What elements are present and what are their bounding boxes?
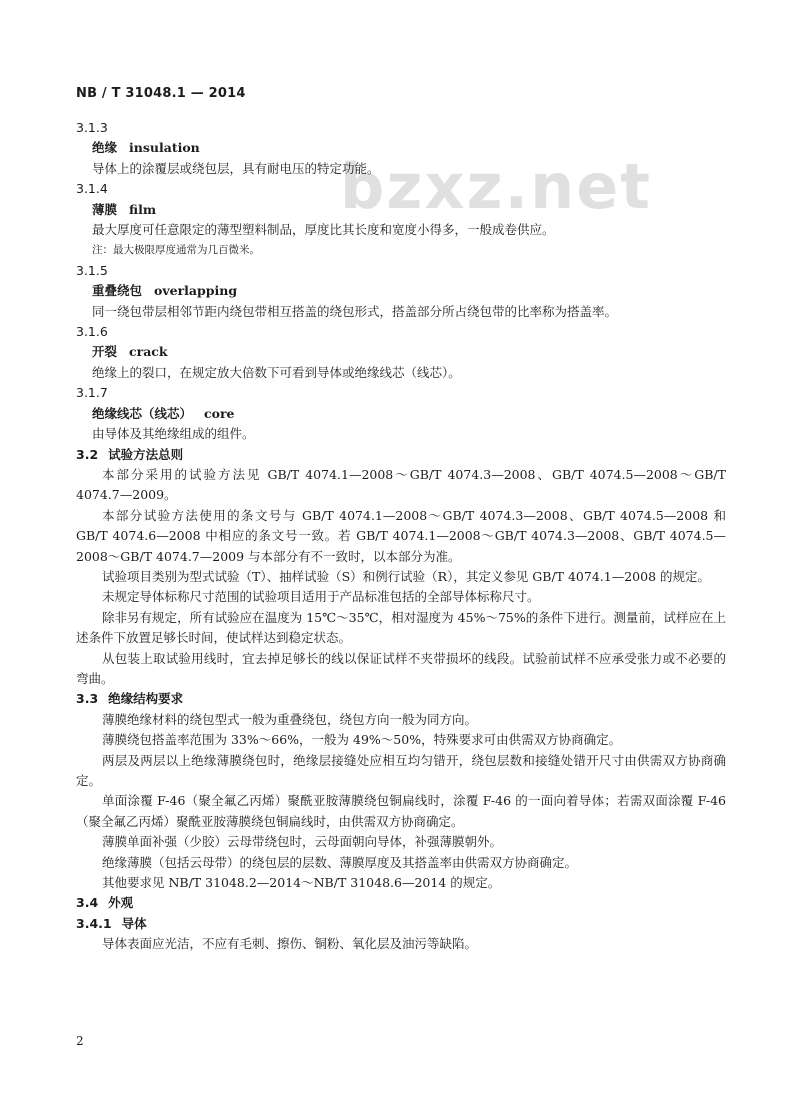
section-3-3 <box>76 689 726 893</box>
term-entry <box>76 118 726 179</box>
paragraph: 导体表面应光洁，不应有毛刺、擦伤、铜粉、氧化层及油污等缺陷。 <box>102 936 478 952</box>
paragraph: 两层及两层以上绝缘薄膜绕包时，绝缘层接缝处应相互均匀错开，绕包层数和接缝处错开尺寸由供需双方协商确定。 <box>76 752 726 788</box>
page-number: 2 <box>76 1034 84 1048</box>
subsection-heading: 3.4.1 导体 <box>76 915 147 931</box>
term-heading <box>76 138 726 158</box>
paragraph: 本部分采用的试验方法见 GB/T 4074.1—2008～GB/T 4074.3—2008、GB/T 4074.5—2008～GB/T 4074.7—2009。 <box>76 466 726 503</box>
paragraph: 薄膜单面补强（少胶）云母带绕包时，云母面朝向导体，补强薄膜朝外。 <box>102 834 503 850</box>
paragraph: 绝缘薄膜（包括云母带）的绕包层的层数、薄膜厚度及其搭盖率由供需双方协商确定。 <box>102 854 578 870</box>
term-chinese: 绝缘 <box>92 140 118 156</box>
term-heading <box>76 281 726 301</box>
term-english: crack <box>129 344 168 360</box>
term-definition: 最大厚度可任意限定的薄型塑料制品，厚度比其长度和宽度小得多，一般成卷供应。 <box>92 222 555 238</box>
paragraph: 试验项目类别为型式试验（T）、抽样试验（S）和例行试验（R），其定义参见 GB/T 4074.1—2008 的规定。 <box>102 568 711 584</box>
terms-list <box>76 118 726 445</box>
paragraph: 单面涂覆 F-46（聚全氟乙丙烯）聚酰亚胺薄膜绕包铜扁线时，涂覆 F-46 的一面向着导体；若需双面涂覆 F-46（聚全氟乙丙烯）聚酰亚胺薄膜绕包铜扁线时，由供需双方协商确定。 <box>76 793 726 829</box>
watermark: bzxz.net <box>340 150 652 223</box>
paragraph: 本部分试验方法使用的条文号与 GB/T 4074.1—2008～GB/T 4074.3—2008、GB/T 4074.5—2008 和 GB/T 4074.6—2008 中相应的条文号一致。若 GB/T 4074.1—2008～GB/T 4074.3—2008、GB/T 4074.5—2008～GB/T 4074.7—2009 与本部分有不一致时，以本部分为准。 <box>76 507 726 564</box>
paragraph: 薄膜绕包搭盖率范围为 33%～66%，一般为 49%～50%，特殊要求可由供需双方协商确定。 <box>102 732 622 748</box>
document-body <box>76 118 726 955</box>
section-3-2 <box>76 445 726 690</box>
paragraph: 从包装上取试验用线时，宜去掉足够长的线以保证试样不夹带损坏的线段。试验前试样不应承受张力或不必要的弯曲。 <box>76 650 726 686</box>
term-english: film <box>129 201 157 217</box>
term-heading <box>76 342 726 362</box>
section-heading: 3.2 试验方法总则 <box>76 446 184 462</box>
term-chinese: 绝缘线芯（线芯） <box>92 405 193 421</box>
term-english: core <box>204 405 235 421</box>
paragraph: 薄膜绝缘材料的绕包型式一般为重叠绕包，绕包方向一般为同方向。 <box>102 711 478 727</box>
term-chinese: 开裂 <box>92 344 118 360</box>
term-definition: 同一绕包带层相邻节距内绕包带相互搭盖的绕包形式，搭盖部分所占绕包带的比率称为搭盖率。 <box>92 303 618 319</box>
section-heading: 3.3 绝缘结构要求 <box>76 691 184 707</box>
document-header: NB / T 31048.1 — 2014 <box>76 86 246 101</box>
term-number: 3.1.7 <box>76 385 108 401</box>
term-number: 3.1.6 <box>76 324 108 340</box>
term-number: 3.1.4 <box>76 181 108 197</box>
term-heading <box>76 200 726 220</box>
term-entry <box>76 261 726 322</box>
paragraph: 除非另有规定，所有试验应在温度为 15℃～35℃，相对湿度为 45%～75%的条件下进行。测量前，试样应在上述条件下放置足够长时间，使试样达到稳定状态。 <box>76 609 726 646</box>
term-entry <box>76 322 726 383</box>
term-number: 3.1.5 <box>76 262 108 278</box>
term-number: 3.1.3 <box>76 120 108 135</box>
term-heading <box>76 404 726 424</box>
section-heading: 3.4 外观 <box>76 895 134 911</box>
term-definition: 绝缘上的裂口，在规定放大倍数下可看到导体或绝缘线芯（线芯）。 <box>92 364 461 380</box>
term-english: insulation <box>129 140 200 156</box>
paragraph: 其他要求见 NB/T 31048.2—2014～NB/T 31048.6—2014 的规定。 <box>102 875 501 891</box>
term-chinese: 重叠绕包 <box>92 283 143 299</box>
term-chinese: 薄膜 <box>92 201 118 217</box>
term-definition: 由导体及其绝缘组成的组件。 <box>92 426 255 442</box>
term-note: 注：最大极限厚度通常为几百微米。 <box>92 244 260 257</box>
section-3-4 <box>76 893 726 954</box>
paragraph: 未规定导体标称尺寸范围的试验项目适用于产品标准包括的全部导体标称尺寸。 <box>102 589 540 605</box>
term-definition: 导体上的涂覆层或绕包层，具有耐电压的特定功能。 <box>92 160 380 176</box>
term-entry <box>76 383 726 444</box>
term-entry <box>76 179 726 261</box>
term-english: overlapping <box>154 283 238 299</box>
